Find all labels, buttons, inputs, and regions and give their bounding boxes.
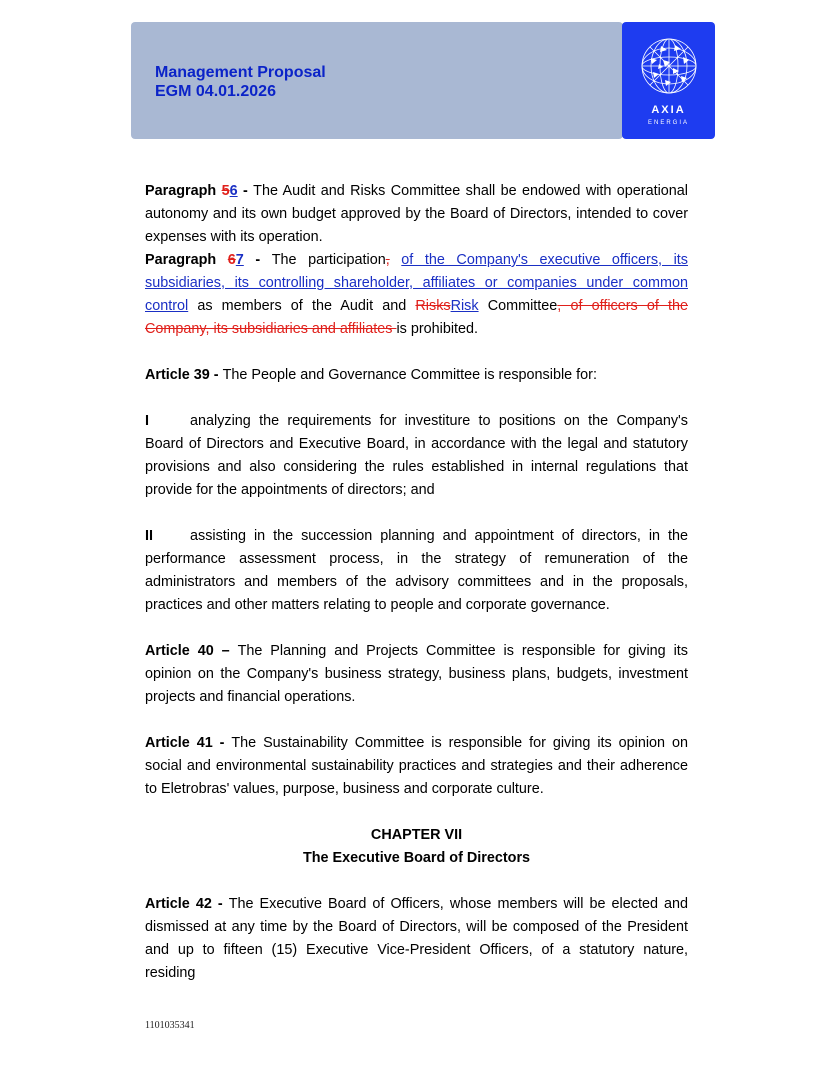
chapter-number: CHAPTER VII [370,827,463,843]
paragraph-dash: - [237,183,254,199]
paragraph-text: The participation [271,252,386,268]
deleted-number: 6 [227,252,236,268]
article-text: The Planning and Projects Committee is responsible for giving its opinion on the Company's business strategy, business plans, budgets, investment projects and financial operations. [145,643,688,705]
paragraph-7 [145,249,688,341]
logo-wordmark: AXIA [651,104,686,116]
paragraph-label: Paragraph [145,183,222,199]
article-42 [145,893,688,985]
paragraph-6 [145,180,688,249]
paragraph-text: is prohibited. [396,321,479,337]
article-label: Article 40 – [145,643,238,659]
item-text: analyzing the requirements for investiture to positions on the Company's Board of Directors and Executive Board, in accordance with the legal and statutory provisions and also considering the rules established in internal regulations that provide for the appointments of directors; and [145,413,688,498]
article-text: The People and Governance Committee is responsible for: [222,367,597,383]
article-text: The Executive Board of Officers, whose members will be elected and dismissed at any time by the Board of Directors, will be composed of the President and up to fifteen (15) Executive Vice-President Officers, of a statutory nature, residing [145,896,688,981]
article-label: Article 41 - [145,735,232,751]
paragraph-text: Committee [478,298,558,314]
paragraph-dash: - [243,252,272,268]
document-title [155,63,326,101]
item-ii [145,525,688,617]
paragraph-label: Paragraph [145,252,228,268]
deleted-text: , of officers of the Company, its subsidiaries and affiliates [145,298,688,337]
article-label: Article 39 - [145,367,223,383]
paragraph-text: The Audit and Risks Committee shall be endowed with operational autonomy and its own budget approved by the Board of Directors, intended to cover expenses with its operation. [145,183,688,245]
document-id: 1101035341 [145,1020,195,1031]
globe-icon [639,36,699,96]
inserted-number: 7 [235,252,244,268]
paragraph-text: as members of the Audit and [188,298,416,314]
document-body [145,180,688,985]
item-numeral: I [145,413,149,429]
chapter-title: The Executive Board of Directors [302,850,531,866]
item-numeral: II [145,528,153,544]
article-text: The Sustainability Committee is responsible for giving its opinion on social and environmental sustainability practices and strategies and their adherence to Eletrobras' values, purpose, business and corporate culture. [145,735,688,797]
space [390,252,402,268]
item-i [145,410,688,502]
inserted-text: of the Company's executive officers, its subsidiaries, its controlling shareholder, affiliates or companies under common control [145,252,688,314]
deleted-number: 5 [221,183,230,199]
item-text: assisting in the succession planning and appointment of directors, in the performance assessment process, in the strategy of remuneration of the administrators and members of the advisory committees and in the proposals, practices and other matters relating to people and corporate governance. [145,528,688,613]
logo-subtitle: ENERGIA [647,120,689,126]
deleted-text: Risks [415,298,451,314]
inserted-text: Risk [450,298,479,314]
article-39 [145,364,688,387]
title-line-2: EGM 04.01.2026 [155,83,276,100]
axia-logo [622,22,715,139]
deleted-text: , [385,252,390,268]
title-line-1: Management Proposal [155,64,326,81]
article-label: Article 42 - [145,896,229,912]
article-40 [145,640,688,709]
article-41 [145,732,688,801]
inserted-number: 6 [229,183,238,199]
